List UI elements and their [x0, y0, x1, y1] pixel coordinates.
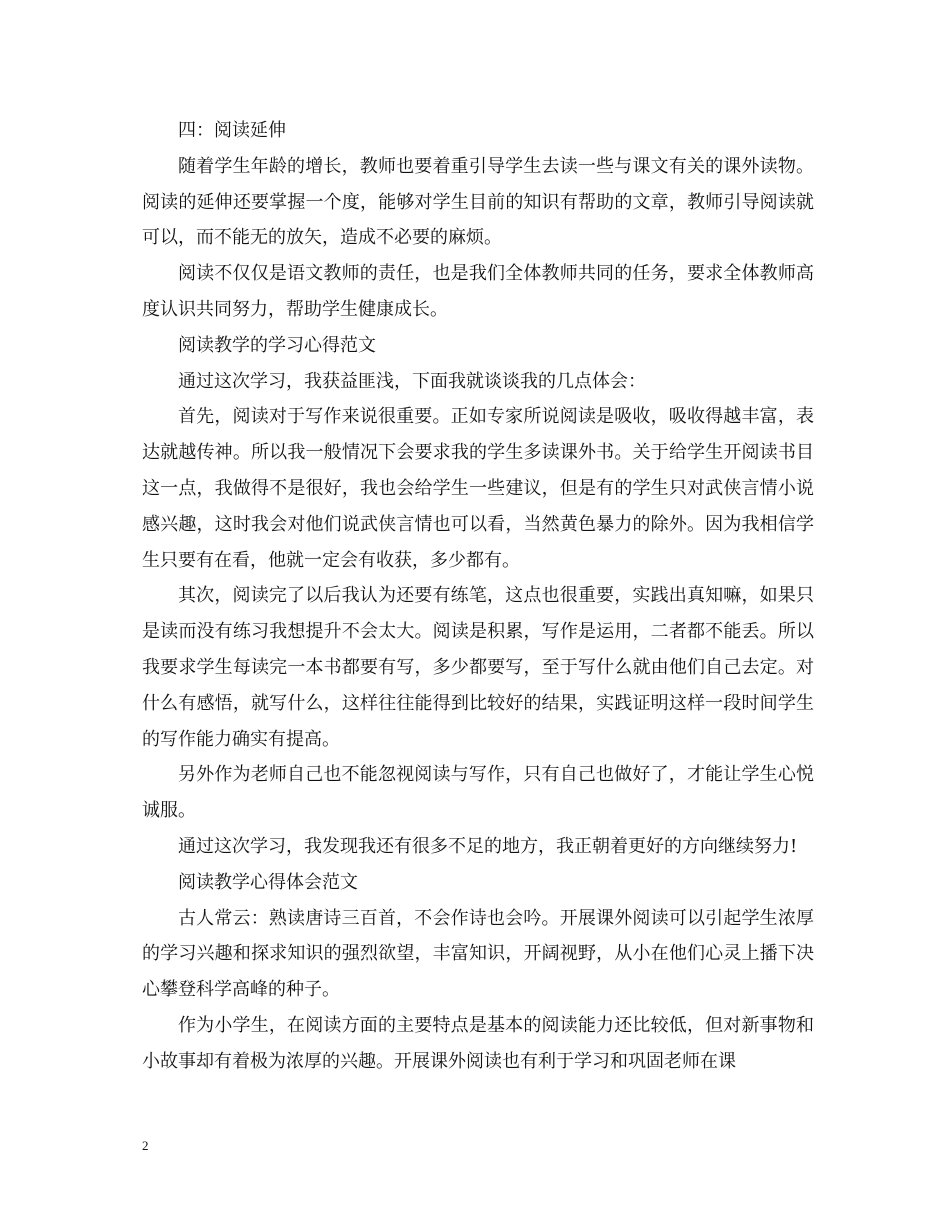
body-paragraph: 首先，阅读对于写作来说很重要。正如专家所说阅读是吸收，吸收得越丰富，表达就越传神。所以我一般情况下会要求我的学生多读课外书。关于给学生开阅读书目这一点，我做得不是很好，我也会给学生一些建议，但是有的学生只对武侠言情小说感兴趣，这时我会对他们说武侠言情也可以看，当然黄色暴力的除外。因为我相信学生只要有在看，他就一定会有收获，多少都有。	[142, 406, 814, 571]
document-body	[142, 113, 814, 1080]
body-paragraph: 通过这次学习，我发现我还有很多不足的地方，我正朝着更好的方向继续努力!	[178, 835, 798, 857]
section-heading-study-notes: 阅读教学的学习心得范文	[178, 334, 376, 356]
body-paragraph: 阅读不仅仅是语文教师的责任，也是我们全体教师共同的任务，要求全体教师高度认识共同努力，帮助学生健康成长。	[142, 263, 814, 320]
body-paragraph: 通过这次学习，我获益匪浅，下面我就谈谈我的几点体会：	[178, 370, 646, 392]
page-number: 2	[142, 1138, 149, 1153]
body-paragraph: 作为小学生，在阅读方面的主要特点是基本的阅读能力还比较低，但对新事物和小故事却有着极为浓厚的兴趣。开展课外阅读也有利于学习和巩固老师在课	[142, 1014, 814, 1072]
body-paragraph: 另外作为老师自己也不能忽视阅读与写作，只有自己也做好了，才能让学生心悦诚服。	[142, 764, 814, 822]
body-paragraph: 其次，阅读完了以后我认为还要有练笔，这点也很重要，实践出真知嘛，如果只是读而没有练习我想提升不会太大。阅读是积累，写作是运用，二者都不能丢。所以我要求学生每读完一本书都要有写，多少都要写，至于写什么就由他们自己去定。对什么有感悟，就写什么，这样往往能得到比较好的结果，实践证明这样一段时间学生的写作能力确实有提高。	[142, 585, 814, 750]
body-paragraph: 随着学生年龄的增长，教师也要着重引导学生去读一些与课文有关的课外读物。阅读的延伸还要掌握一个度，能够对学生目前的知识有帮助的文章，教师引导阅读就可以，而不能无的放矢，造成不必要的麻烦。	[142, 155, 814, 249]
body-paragraph: 古人常云：熟读唐诗三百首，不会作诗也会吟。开展课外阅读可以引起学生浓厚的学习兴趣和探求知识的强烈欲望，丰富知识，开阔视野，从小在他们心灵上播下决心攀登科学高峰的种子。	[142, 907, 814, 1001]
section-heading-reflections: 阅读教学心得体会范文	[178, 871, 358, 893]
section-heading-reading-extension: 四：阅读延伸	[178, 120, 286, 141]
